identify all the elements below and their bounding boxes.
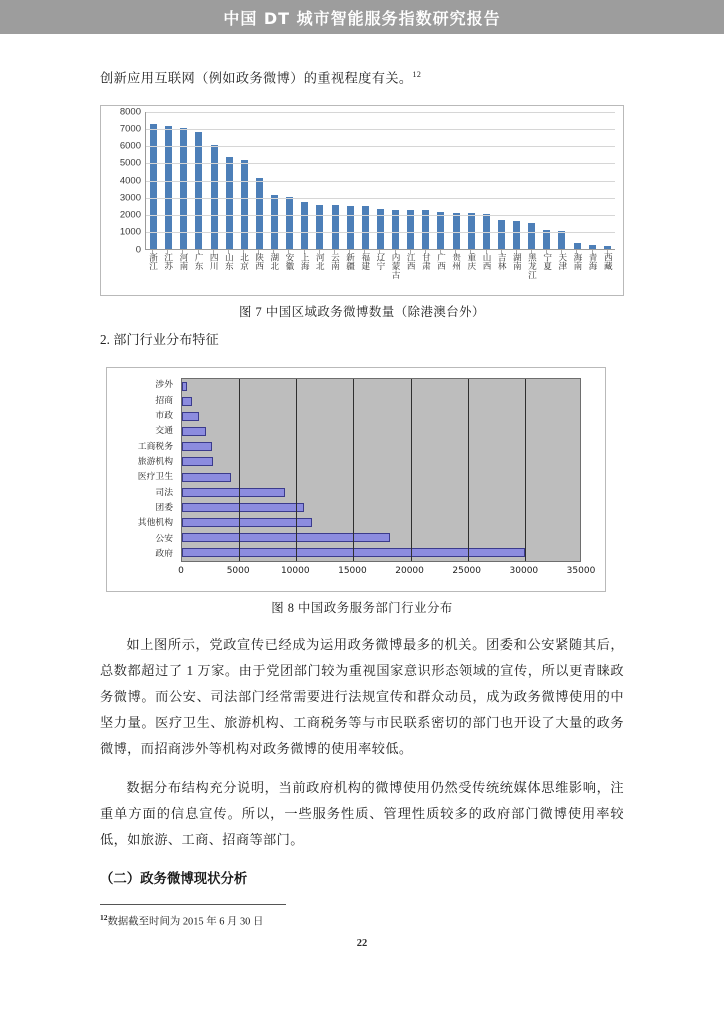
chart2-row [182, 548, 580, 557]
chart1-bar [241, 160, 248, 249]
chart2-bar [182, 473, 231, 482]
chart1-bar [256, 178, 263, 248]
chart1-bar [286, 197, 293, 249]
chart1-category-label: 吉林 [496, 252, 507, 270]
chart1-y-axis-labels [105, 106, 141, 256]
section-2-label: 2. 部门行业分布特征 [100, 331, 219, 347]
chart2-x-tick-label: 0 [178, 565, 184, 576]
chart1-bar [362, 206, 369, 248]
chart2-category-label: 招商 [155, 395, 173, 406]
lead-paragraph [100, 62, 624, 91]
chart1-category-label: 浙江 [147, 252, 158, 270]
heading-section-2: （二）政务微博现状分析 [100, 871, 248, 887]
chart1-gridline [146, 215, 615, 216]
chart2-category-label: 涉外 [155, 380, 173, 391]
chart2-category-label: 医疗卫生 [137, 472, 173, 483]
chart1-y-tick-label: 0 [135, 244, 141, 256]
chart1-bar [453, 213, 460, 248]
chart1-category-label: 海南 [571, 252, 582, 270]
chart2-x-tick-label: 20000 [395, 565, 424, 576]
chart2-gridline [296, 379, 297, 561]
chart2-row [182, 533, 580, 542]
chart2-gridline [525, 379, 526, 561]
lead-paragraph-text: 创新应用互联网（例如政务微博）的重视程度有关。 [100, 70, 413, 86]
chart1-category-label: 广西 [435, 252, 446, 270]
chart1-bar [150, 124, 157, 249]
chart1-bar [589, 245, 596, 248]
chart2-bar [182, 488, 285, 497]
chart2-gridline [353, 379, 354, 561]
chart1-category-label: 西藏 [602, 252, 613, 270]
chart2-category-label: 政府 [155, 548, 173, 559]
footnote-ref: 12 [412, 70, 422, 79]
footnote [100, 909, 624, 931]
chart1-category-label: 河北 [314, 252, 325, 270]
chart2-bars [182, 379, 580, 561]
page-header [0, 0, 724, 34]
chart1-y-tick-label: 4000 [119, 175, 141, 187]
chart2-row [182, 473, 580, 482]
chart1-bar [195, 132, 202, 249]
chart1-y-tick-label: 8000 [119, 106, 141, 118]
chart1-category-label: 黑龙江 [526, 252, 537, 279]
chart1-gridline [146, 112, 615, 113]
chart2-x-tick-label: 30000 [509, 565, 539, 576]
chart1-category-label: 重庆 [465, 252, 476, 270]
chart2-row [182, 503, 580, 512]
chart2-category-label: 交通 [155, 426, 173, 437]
chart1-bar [558, 231, 565, 248]
chart1-gridline [146, 129, 615, 130]
chart1-category-label: 辽宁 [374, 252, 385, 270]
chart1-category-label: 新疆 [344, 252, 355, 270]
chart1-bar [528, 223, 535, 249]
chart1-category-label: 青海 [587, 252, 598, 270]
chart1-category-label: 湖北 [268, 252, 279, 270]
chart2-plot-area [181, 378, 581, 562]
report-title: 中国 DT 城市智能服务指数研究报告 [223, 8, 501, 28]
chart1-category-label: 上海 [299, 252, 310, 270]
chart1-gridline [146, 146, 615, 147]
figure-8-caption: 图 8 中国政务服务部门行业分布 [271, 600, 453, 615]
chart2-x-tick-label: 35000 [566, 565, 596, 576]
chart2-x-tick-label: 15000 [338, 565, 367, 576]
chart1-bar [271, 195, 278, 248]
page-content [0, 62, 724, 932]
chart2-gridline [239, 379, 240, 561]
figure-7-caption: 图 7 中国区域政务微博数量（除港澳台外） [239, 304, 485, 319]
chart1-bar [437, 212, 444, 249]
chart1-bar [332, 205, 339, 248]
chart2-row [182, 427, 580, 436]
chart1-category-label: 河南 [177, 252, 188, 270]
chart1-category-label: 宁夏 [541, 252, 552, 270]
chart1-bar [347, 206, 354, 248]
paragraph-2: 数据分布结构充分说明，当前政府机构的微博使用仍然受传统统媒体思维影响，注重单方面的信息宣传。所以，一些服务性质、管理性质较多的政府部门微博使用率较低，如旅游、工商、招商等部门。 [100, 779, 624, 847]
chart1-category-label: 福建 [359, 252, 370, 270]
chart1-bar [316, 205, 323, 248]
chart1-category-label: 北京 [238, 252, 249, 270]
chart2-row [182, 457, 580, 466]
page-number: 22 [356, 938, 368, 949]
footnote-text: 数据截至时间为 2015 年 6 月 30 日 [107, 916, 264, 928]
chart1-y-tick-label: 7000 [119, 123, 141, 135]
chart2-category-label: 旅游机构 [137, 456, 173, 467]
chart2-category-label: 司法 [155, 487, 173, 498]
chart1-y-tick-label: 2000 [119, 209, 141, 221]
chart1-category-label: 江苏 [162, 252, 173, 270]
chart2-bar [182, 382, 187, 391]
figure-7-chart [100, 105, 624, 296]
chart2-row [182, 382, 580, 391]
chart1-y-tick-label: 6000 [119, 140, 141, 152]
chart2-category-label: 公安 [155, 533, 173, 544]
chart1-bar [604, 246, 611, 249]
chart1-category-label: 湖南 [511, 252, 522, 270]
chart2-category-label: 工商税务 [137, 441, 173, 452]
chart2-category-label: 团委 [155, 502, 173, 513]
paragraph-1: 如上图所示，党政宣传已经成为运用政务微博最多的机关。团委和公安紧随其后，总数都超过了 1 万家。由于党团部门较为重视国家意识形态领域的宣传，所以更青睐政务微博。而公安、司法部门经常需要进行法规宣传和群众动员，成为政务微博使用的中坚力量。医疗卫生、旅游机构、工商税务等与市民联系密切的部门也开设了大量的政务微博，而招商涉外等机构对政务微博的使用率较低。 [100, 636, 624, 756]
chart1-bar [468, 213, 475, 248]
chart1-bar [513, 221, 520, 249]
chart2-x-tick-label: 25000 [452, 565, 482, 576]
chart1-gridline [146, 232, 615, 233]
chart1-plot-area [145, 112, 615, 250]
chart1-bar [301, 202, 308, 248]
chart2-category-labels [107, 378, 177, 562]
figure-8-chart [106, 367, 606, 592]
chart1-bar [574, 243, 581, 249]
chart2-row [182, 442, 580, 451]
footnote-marker: 12 [100, 913, 108, 923]
chart1-y-tick-label: 1000 [119, 226, 141, 238]
chart2-x-tick-label: 5000 [226, 565, 250, 576]
chart1-bar [498, 220, 505, 249]
chart2-category-label: 市政 [155, 410, 173, 421]
chart2-row [182, 488, 580, 497]
chart1-category-label: 山西 [481, 252, 492, 270]
chart2-row [182, 518, 580, 527]
chart1-category-label: 广东 [193, 252, 204, 270]
chart1-category-label: 陕西 [253, 252, 264, 270]
chart2-bar [182, 533, 390, 542]
chart1-bar [226, 157, 233, 248]
chart1-category-label: 安徽 [283, 252, 294, 270]
chart2-row [182, 412, 580, 421]
chart2-x-tick-label: 10000 [280, 565, 310, 576]
chart1-gridline [146, 181, 615, 182]
chart2-bar [182, 412, 199, 421]
chart2-x-axis-labels [178, 565, 596, 580]
chart1-category-label: 内蒙古 [390, 252, 401, 279]
chart1-gridline [146, 163, 615, 164]
chart1-category-label: 甘肃 [420, 252, 431, 270]
footnote-divider [100, 904, 286, 905]
chart1-category-label: 山东 [223, 252, 234, 270]
chart2-row [182, 397, 580, 406]
chart1-x-axis-labels [145, 253, 615, 295]
chart1-gridline [146, 198, 615, 199]
chart2-gridline [468, 379, 469, 561]
chart2-bar [182, 397, 192, 406]
chart2-bar [182, 457, 213, 466]
chart1-category-label: 云南 [329, 252, 340, 270]
chart2-bar [182, 427, 206, 436]
chart2-bar [182, 518, 312, 527]
chart1-bar [165, 126, 172, 248]
chart2-category-label: 其他机构 [137, 518, 173, 529]
chart1-category-label: 江西 [405, 252, 416, 270]
chart1-category-label: 天津 [556, 252, 567, 270]
chart1-y-tick-label: 5000 [119, 157, 141, 169]
chart1-y-tick-label: 3000 [119, 192, 141, 204]
chart2-bar [182, 442, 212, 451]
chart1-category-label: 四川 [208, 252, 219, 270]
chart1-category-label: 贵州 [450, 252, 461, 270]
chart2-gridline [411, 379, 412, 561]
chart2-bar [182, 503, 304, 512]
